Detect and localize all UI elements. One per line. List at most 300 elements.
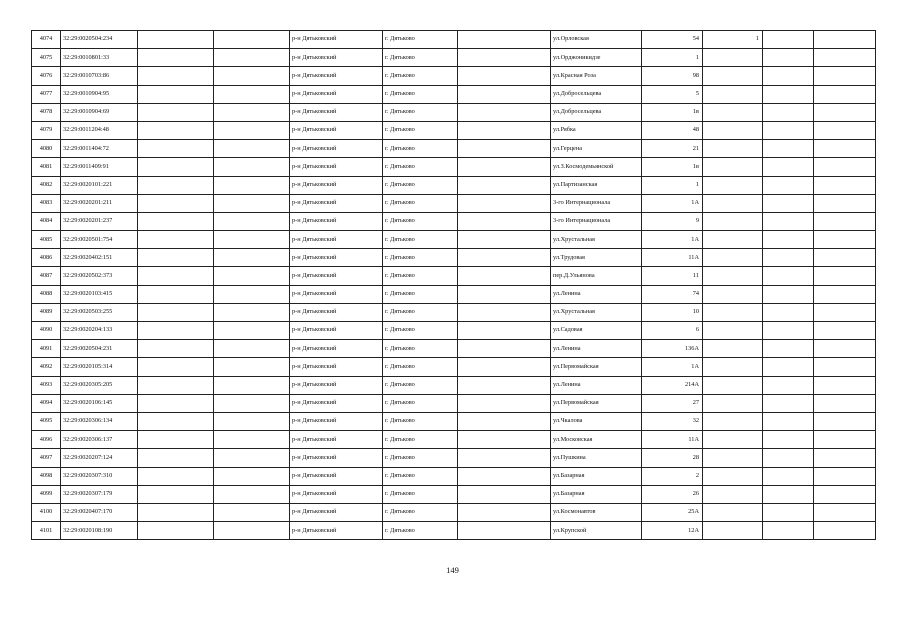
table-row	[32, 194, 876, 212]
table-row	[32, 340, 876, 358]
street-cell: ул.Садовая	[551, 322, 642, 340]
empty-cell	[214, 412, 290, 430]
cadastral-number-cell: 32:29:0011409:91	[61, 158, 138, 176]
city-cell: г. Дятьково	[383, 249, 458, 267]
street-cell: ул.Партизанская	[551, 176, 642, 194]
empty-cell	[814, 431, 876, 449]
cadastral-number-cell: 32:29:0020307:179	[61, 485, 138, 503]
empty-cell	[763, 249, 814, 267]
city-cell: г. Дятьково	[383, 49, 458, 67]
empty-cell	[458, 176, 551, 194]
district-cell: р-н Дятьковский	[290, 31, 383, 49]
extra-value-cell: 1	[703, 31, 763, 49]
table-row	[32, 394, 876, 412]
empty-cell	[458, 231, 551, 249]
empty-cell	[763, 85, 814, 103]
row-number-cell: 4077	[32, 85, 61, 103]
empty-cell	[138, 467, 214, 485]
table-row	[32, 121, 876, 139]
empty-cell	[214, 358, 290, 376]
empty-cell	[214, 67, 290, 85]
district-cell: р-н Дятьковский	[290, 394, 383, 412]
empty-cell	[214, 231, 290, 249]
empty-cell	[763, 267, 814, 285]
street-cell: ул.Орловская	[551, 31, 642, 49]
row-number-cell: 4090	[32, 322, 61, 340]
cadastral-number-cell: 32:29:0011204:48	[61, 121, 138, 139]
house-number-cell: 27	[642, 394, 703, 412]
extra-value-cell	[703, 103, 763, 121]
city-cell: г. Дятьково	[383, 67, 458, 85]
district-cell: р-н Дятьковский	[290, 121, 383, 139]
empty-cell	[814, 67, 876, 85]
empty-cell	[138, 103, 214, 121]
house-number-cell: 1	[642, 176, 703, 194]
city-cell: г. Дятьково	[383, 322, 458, 340]
empty-cell	[138, 249, 214, 267]
empty-cell	[763, 31, 814, 49]
extra-value-cell	[703, 249, 763, 267]
cadastral-number-cell: 32:29:0020307:310	[61, 467, 138, 485]
row-number-cell: 4082	[32, 176, 61, 194]
district-cell: р-н Дятьковский	[290, 267, 383, 285]
cadastral-number-cell: 32:29:0011404:72	[61, 140, 138, 158]
empty-cell	[458, 267, 551, 285]
table-row	[32, 449, 876, 467]
row-number-cell: 4096	[32, 431, 61, 449]
empty-cell	[814, 140, 876, 158]
empty-cell	[214, 49, 290, 67]
table-row	[32, 503, 876, 521]
table-row	[32, 303, 876, 321]
cadastral-number-cell: 32:29:0020504:231	[61, 340, 138, 358]
extra-value-cell	[703, 140, 763, 158]
street-cell: ул.Красная Роза	[551, 67, 642, 85]
empty-cell	[214, 194, 290, 212]
row-number-cell: 4095	[32, 412, 61, 430]
district-cell: р-н Дятьковский	[290, 285, 383, 303]
empty-cell	[763, 49, 814, 67]
cadastral-number-cell: 32:29:0020201:237	[61, 212, 138, 230]
extra-value-cell	[703, 85, 763, 103]
street-cell: ул.Добросельцева	[551, 103, 642, 121]
row-number-cell: 4099	[32, 485, 61, 503]
page-number: 149	[446, 565, 459, 575]
cadastral-number-cell: 32:29:0020103:415	[61, 285, 138, 303]
house-number-cell: 6	[642, 322, 703, 340]
extra-value-cell	[703, 267, 763, 285]
empty-cell	[763, 467, 814, 485]
row-number-cell: 4076	[32, 67, 61, 85]
empty-cell	[763, 358, 814, 376]
cadastral-number-cell: 32:29:0020106:145	[61, 394, 138, 412]
empty-cell	[458, 194, 551, 212]
house-number-cell: 10	[642, 303, 703, 321]
empty-cell	[458, 285, 551, 303]
house-number-cell: 136А	[642, 340, 703, 358]
district-cell: р-н Дятьковский	[290, 176, 383, 194]
empty-cell	[458, 121, 551, 139]
city-cell: г. Дятьково	[383, 212, 458, 230]
street-cell: ул.Первомайская	[551, 394, 642, 412]
city-cell: г. Дятьково	[383, 158, 458, 176]
empty-cell	[763, 522, 814, 540]
row-number-cell: 4091	[32, 340, 61, 358]
empty-cell	[814, 267, 876, 285]
extra-value-cell	[703, 158, 763, 176]
extra-value-cell	[703, 285, 763, 303]
house-number-cell: 11	[642, 267, 703, 285]
row-number-cell: 4084	[32, 212, 61, 230]
empty-cell	[458, 31, 551, 49]
table-row	[32, 231, 876, 249]
house-number-cell: 74	[642, 285, 703, 303]
house-number-cell: 5	[642, 85, 703, 103]
empty-cell	[814, 394, 876, 412]
extra-value-cell	[703, 49, 763, 67]
empty-cell	[458, 431, 551, 449]
street-cell: ул.Герцена	[551, 140, 642, 158]
row-number-cell: 4100	[32, 503, 61, 521]
empty-cell	[763, 212, 814, 230]
street-cell: 3-го Интернационала	[551, 194, 642, 212]
cadastral-number-cell: 32:29:0020503:255	[61, 303, 138, 321]
empty-cell	[138, 67, 214, 85]
cadastral-number-cell: 32:29:0010904:69	[61, 103, 138, 121]
empty-cell	[214, 103, 290, 121]
extra-value-cell	[703, 394, 763, 412]
empty-cell	[214, 467, 290, 485]
street-cell: ул.Хрустальная	[551, 231, 642, 249]
empty-cell	[763, 103, 814, 121]
empty-cell	[763, 503, 814, 521]
cadastral-number-cell: 32:29:0020108:190	[61, 522, 138, 540]
city-cell: г. Дятьково	[383, 522, 458, 540]
city-cell: г. Дятьково	[383, 394, 458, 412]
row-number-cell: 4074	[32, 31, 61, 49]
empty-cell	[763, 158, 814, 176]
empty-cell	[763, 67, 814, 85]
row-number-cell: 4094	[32, 394, 61, 412]
row-number-cell: 4101	[32, 522, 61, 540]
district-cell: р-н Дятьковский	[290, 431, 383, 449]
house-number-cell: 11А	[642, 249, 703, 267]
cadastral-number-cell: 32:29:0020207:124	[61, 449, 138, 467]
district-cell: р-н Дятьковский	[290, 158, 383, 176]
empty-cell	[814, 85, 876, 103]
extra-value-cell	[703, 522, 763, 540]
city-cell: г. Дятьково	[383, 412, 458, 430]
street-cell: ул.Ленина	[551, 340, 642, 358]
empty-cell	[138, 176, 214, 194]
empty-cell	[138, 522, 214, 540]
street-cell: ул.Ленина	[551, 285, 642, 303]
empty-cell	[814, 158, 876, 176]
empty-cell	[138, 322, 214, 340]
street-cell: ул.З.Космодемьянской	[551, 158, 642, 176]
empty-cell	[458, 212, 551, 230]
empty-cell	[214, 285, 290, 303]
cadastral-number-cell: 32:29:0020101:221	[61, 176, 138, 194]
empty-cell	[814, 285, 876, 303]
row-number-cell: 4083	[32, 194, 61, 212]
empty-cell	[814, 412, 876, 430]
extra-value-cell	[703, 503, 763, 521]
city-cell: г. Дятьково	[383, 31, 458, 49]
street-cell: пер.Д.Ульянова	[551, 267, 642, 285]
house-number-cell: 9	[642, 212, 703, 230]
row-number-cell: 4078	[32, 103, 61, 121]
table-row	[32, 376, 876, 394]
empty-cell	[814, 103, 876, 121]
street-cell: 3-го Интернационала	[551, 212, 642, 230]
city-cell: г. Дятьково	[383, 140, 458, 158]
table-row	[32, 412, 876, 430]
cadastral-number-cell: 32:29:0020306:137	[61, 431, 138, 449]
empty-cell	[138, 285, 214, 303]
house-number-cell: 1в	[642, 158, 703, 176]
empty-cell	[458, 103, 551, 121]
city-cell: г. Дятьково	[383, 176, 458, 194]
empty-cell	[458, 303, 551, 321]
street-cell: ул.Хрустальная	[551, 303, 642, 321]
empty-cell	[458, 449, 551, 467]
empty-cell	[814, 231, 876, 249]
cadastral-number-cell: 32:29:0020501:754	[61, 231, 138, 249]
extra-value-cell	[703, 376, 763, 394]
extra-value-cell	[703, 231, 763, 249]
empty-cell	[138, 340, 214, 358]
empty-cell	[814, 522, 876, 540]
street-cell: ул.Базарная	[551, 485, 642, 503]
empty-cell	[214, 322, 290, 340]
row-number-cell: 4079	[32, 121, 61, 139]
extra-value-cell	[703, 121, 763, 139]
empty-cell	[458, 249, 551, 267]
registry-table	[31, 30, 876, 540]
cadastral-number-cell: 32:29:0010801:33	[61, 49, 138, 67]
street-cell: ул.Чкалова	[551, 412, 642, 430]
city-cell: г. Дятьково	[383, 285, 458, 303]
empty-cell	[138, 194, 214, 212]
street-cell: ул.Рябка	[551, 121, 642, 139]
table-row	[32, 49, 876, 67]
extra-value-cell	[703, 485, 763, 503]
city-cell: г. Дятьково	[383, 231, 458, 249]
empty-cell	[814, 376, 876, 394]
empty-cell	[814, 358, 876, 376]
empty-cell	[814, 49, 876, 67]
district-cell: р-н Дятьковский	[290, 503, 383, 521]
empty-cell	[458, 85, 551, 103]
table-body	[32, 31, 876, 540]
empty-cell	[763, 285, 814, 303]
empty-cell	[814, 194, 876, 212]
row-number-cell: 4086	[32, 249, 61, 267]
house-number-cell: 28	[642, 449, 703, 467]
house-number-cell: 1А	[642, 194, 703, 212]
street-cell: ул.Трудовая	[551, 249, 642, 267]
city-cell: г. Дятьково	[383, 194, 458, 212]
cadastral-number-cell: 32:29:0020502:373	[61, 267, 138, 285]
empty-cell	[214, 121, 290, 139]
city-cell: г. Дятьково	[383, 376, 458, 394]
empty-cell	[458, 503, 551, 521]
district-cell: р-н Дятьковский	[290, 103, 383, 121]
empty-cell	[814, 212, 876, 230]
empty-cell	[138, 358, 214, 376]
empty-cell	[214, 31, 290, 49]
empty-cell	[138, 412, 214, 430]
empty-cell	[138, 394, 214, 412]
extra-value-cell	[703, 340, 763, 358]
empty-cell	[138, 31, 214, 49]
house-number-cell: 26	[642, 485, 703, 503]
empty-cell	[458, 358, 551, 376]
empty-cell	[138, 449, 214, 467]
extra-value-cell	[703, 449, 763, 467]
empty-cell	[138, 485, 214, 503]
empty-cell	[214, 394, 290, 412]
street-cell: ул.Добросельцева	[551, 85, 642, 103]
city-cell: г. Дятьково	[383, 467, 458, 485]
empty-cell	[763, 303, 814, 321]
city-cell: г. Дятьково	[383, 485, 458, 503]
empty-cell	[138, 376, 214, 394]
extra-value-cell	[703, 467, 763, 485]
empty-cell	[814, 31, 876, 49]
empty-cell	[814, 121, 876, 139]
empty-cell	[458, 376, 551, 394]
city-cell: г. Дятьково	[383, 340, 458, 358]
empty-cell	[763, 194, 814, 212]
table-row	[32, 431, 876, 449]
extra-value-cell	[703, 303, 763, 321]
city-cell: г. Дятьково	[383, 358, 458, 376]
table-row	[32, 67, 876, 85]
district-cell: р-н Дятьковский	[290, 412, 383, 430]
empty-cell	[214, 303, 290, 321]
street-cell: ул.Базарная	[551, 467, 642, 485]
table-row	[32, 103, 876, 121]
empty-cell	[138, 212, 214, 230]
empty-cell	[814, 303, 876, 321]
extra-value-cell	[703, 67, 763, 85]
extra-value-cell	[703, 176, 763, 194]
empty-cell	[763, 394, 814, 412]
table-row	[32, 285, 876, 303]
row-number-cell: 4075	[32, 49, 61, 67]
street-cell: ул.Пушкина	[551, 449, 642, 467]
empty-cell	[763, 176, 814, 194]
street-cell: ул.Космонавтов	[551, 503, 642, 521]
table-row	[32, 176, 876, 194]
row-number-cell: 4093	[32, 376, 61, 394]
city-cell: г. Дятьково	[383, 103, 458, 121]
row-number-cell: 4085	[32, 231, 61, 249]
empty-cell	[458, 522, 551, 540]
empty-cell	[214, 267, 290, 285]
table-row	[32, 158, 876, 176]
empty-cell	[214, 158, 290, 176]
cadastral-number-cell: 32:29:0020105:314	[61, 358, 138, 376]
table-row	[32, 358, 876, 376]
row-number-cell: 4089	[32, 303, 61, 321]
empty-cell	[138, 140, 214, 158]
empty-cell	[214, 522, 290, 540]
table-row	[32, 140, 876, 158]
empty-cell	[763, 412, 814, 430]
city-cell: г. Дятьково	[383, 85, 458, 103]
cadastral-number-cell: 32:29:0010703:86	[61, 67, 138, 85]
extra-value-cell	[703, 212, 763, 230]
district-cell: р-н Дятьковский	[290, 522, 383, 540]
house-number-cell: 1в	[642, 103, 703, 121]
cadastral-number-cell: 32:29:0010904:95	[61, 85, 138, 103]
house-number-cell: 214А	[642, 376, 703, 394]
house-number-cell: 12А	[642, 522, 703, 540]
district-cell: р-н Дятьковский	[290, 231, 383, 249]
table-row	[32, 485, 876, 503]
row-number-cell: 4097	[32, 449, 61, 467]
table-row	[32, 249, 876, 267]
district-cell: р-н Дятьковский	[290, 467, 383, 485]
extra-value-cell	[703, 431, 763, 449]
empty-cell	[763, 340, 814, 358]
district-cell: р-н Дятьковский	[290, 303, 383, 321]
house-number-cell: 1А	[642, 231, 703, 249]
row-number-cell: 4092	[32, 358, 61, 376]
empty-cell	[763, 376, 814, 394]
empty-cell	[763, 485, 814, 503]
empty-cell	[458, 67, 551, 85]
row-number-cell: 4087	[32, 267, 61, 285]
empty-cell	[214, 449, 290, 467]
district-cell: р-н Дятьковский	[290, 140, 383, 158]
extra-value-cell	[703, 322, 763, 340]
empty-cell	[763, 231, 814, 249]
empty-cell	[138, 231, 214, 249]
empty-cell	[138, 121, 214, 139]
table-row	[32, 31, 876, 49]
empty-cell	[458, 322, 551, 340]
district-cell: р-н Дятьковский	[290, 449, 383, 467]
street-cell: ул.Крупской	[551, 522, 642, 540]
cadastral-number-cell: 32:29:0020204:133	[61, 322, 138, 340]
district-cell: р-н Дятьковский	[290, 67, 383, 85]
district-cell: р-н Дятьковский	[290, 49, 383, 67]
empty-cell	[763, 449, 814, 467]
empty-cell	[214, 485, 290, 503]
empty-cell	[214, 176, 290, 194]
table-row	[32, 267, 876, 285]
empty-cell	[214, 85, 290, 103]
house-number-cell: 54	[642, 31, 703, 49]
district-cell: р-н Дятьковский	[290, 212, 383, 230]
empty-cell	[458, 158, 551, 176]
empty-cell	[458, 394, 551, 412]
empty-cell	[763, 431, 814, 449]
city-cell: г. Дятьково	[383, 121, 458, 139]
house-number-cell: 32	[642, 412, 703, 430]
house-number-cell: 25А	[642, 503, 703, 521]
empty-cell	[814, 503, 876, 521]
empty-cell	[458, 485, 551, 503]
empty-cell	[763, 121, 814, 139]
street-cell: ул.Первомайская	[551, 358, 642, 376]
street-cell: ул.Орджоникидзе	[551, 49, 642, 67]
district-cell: р-н Дятьковский	[290, 249, 383, 267]
